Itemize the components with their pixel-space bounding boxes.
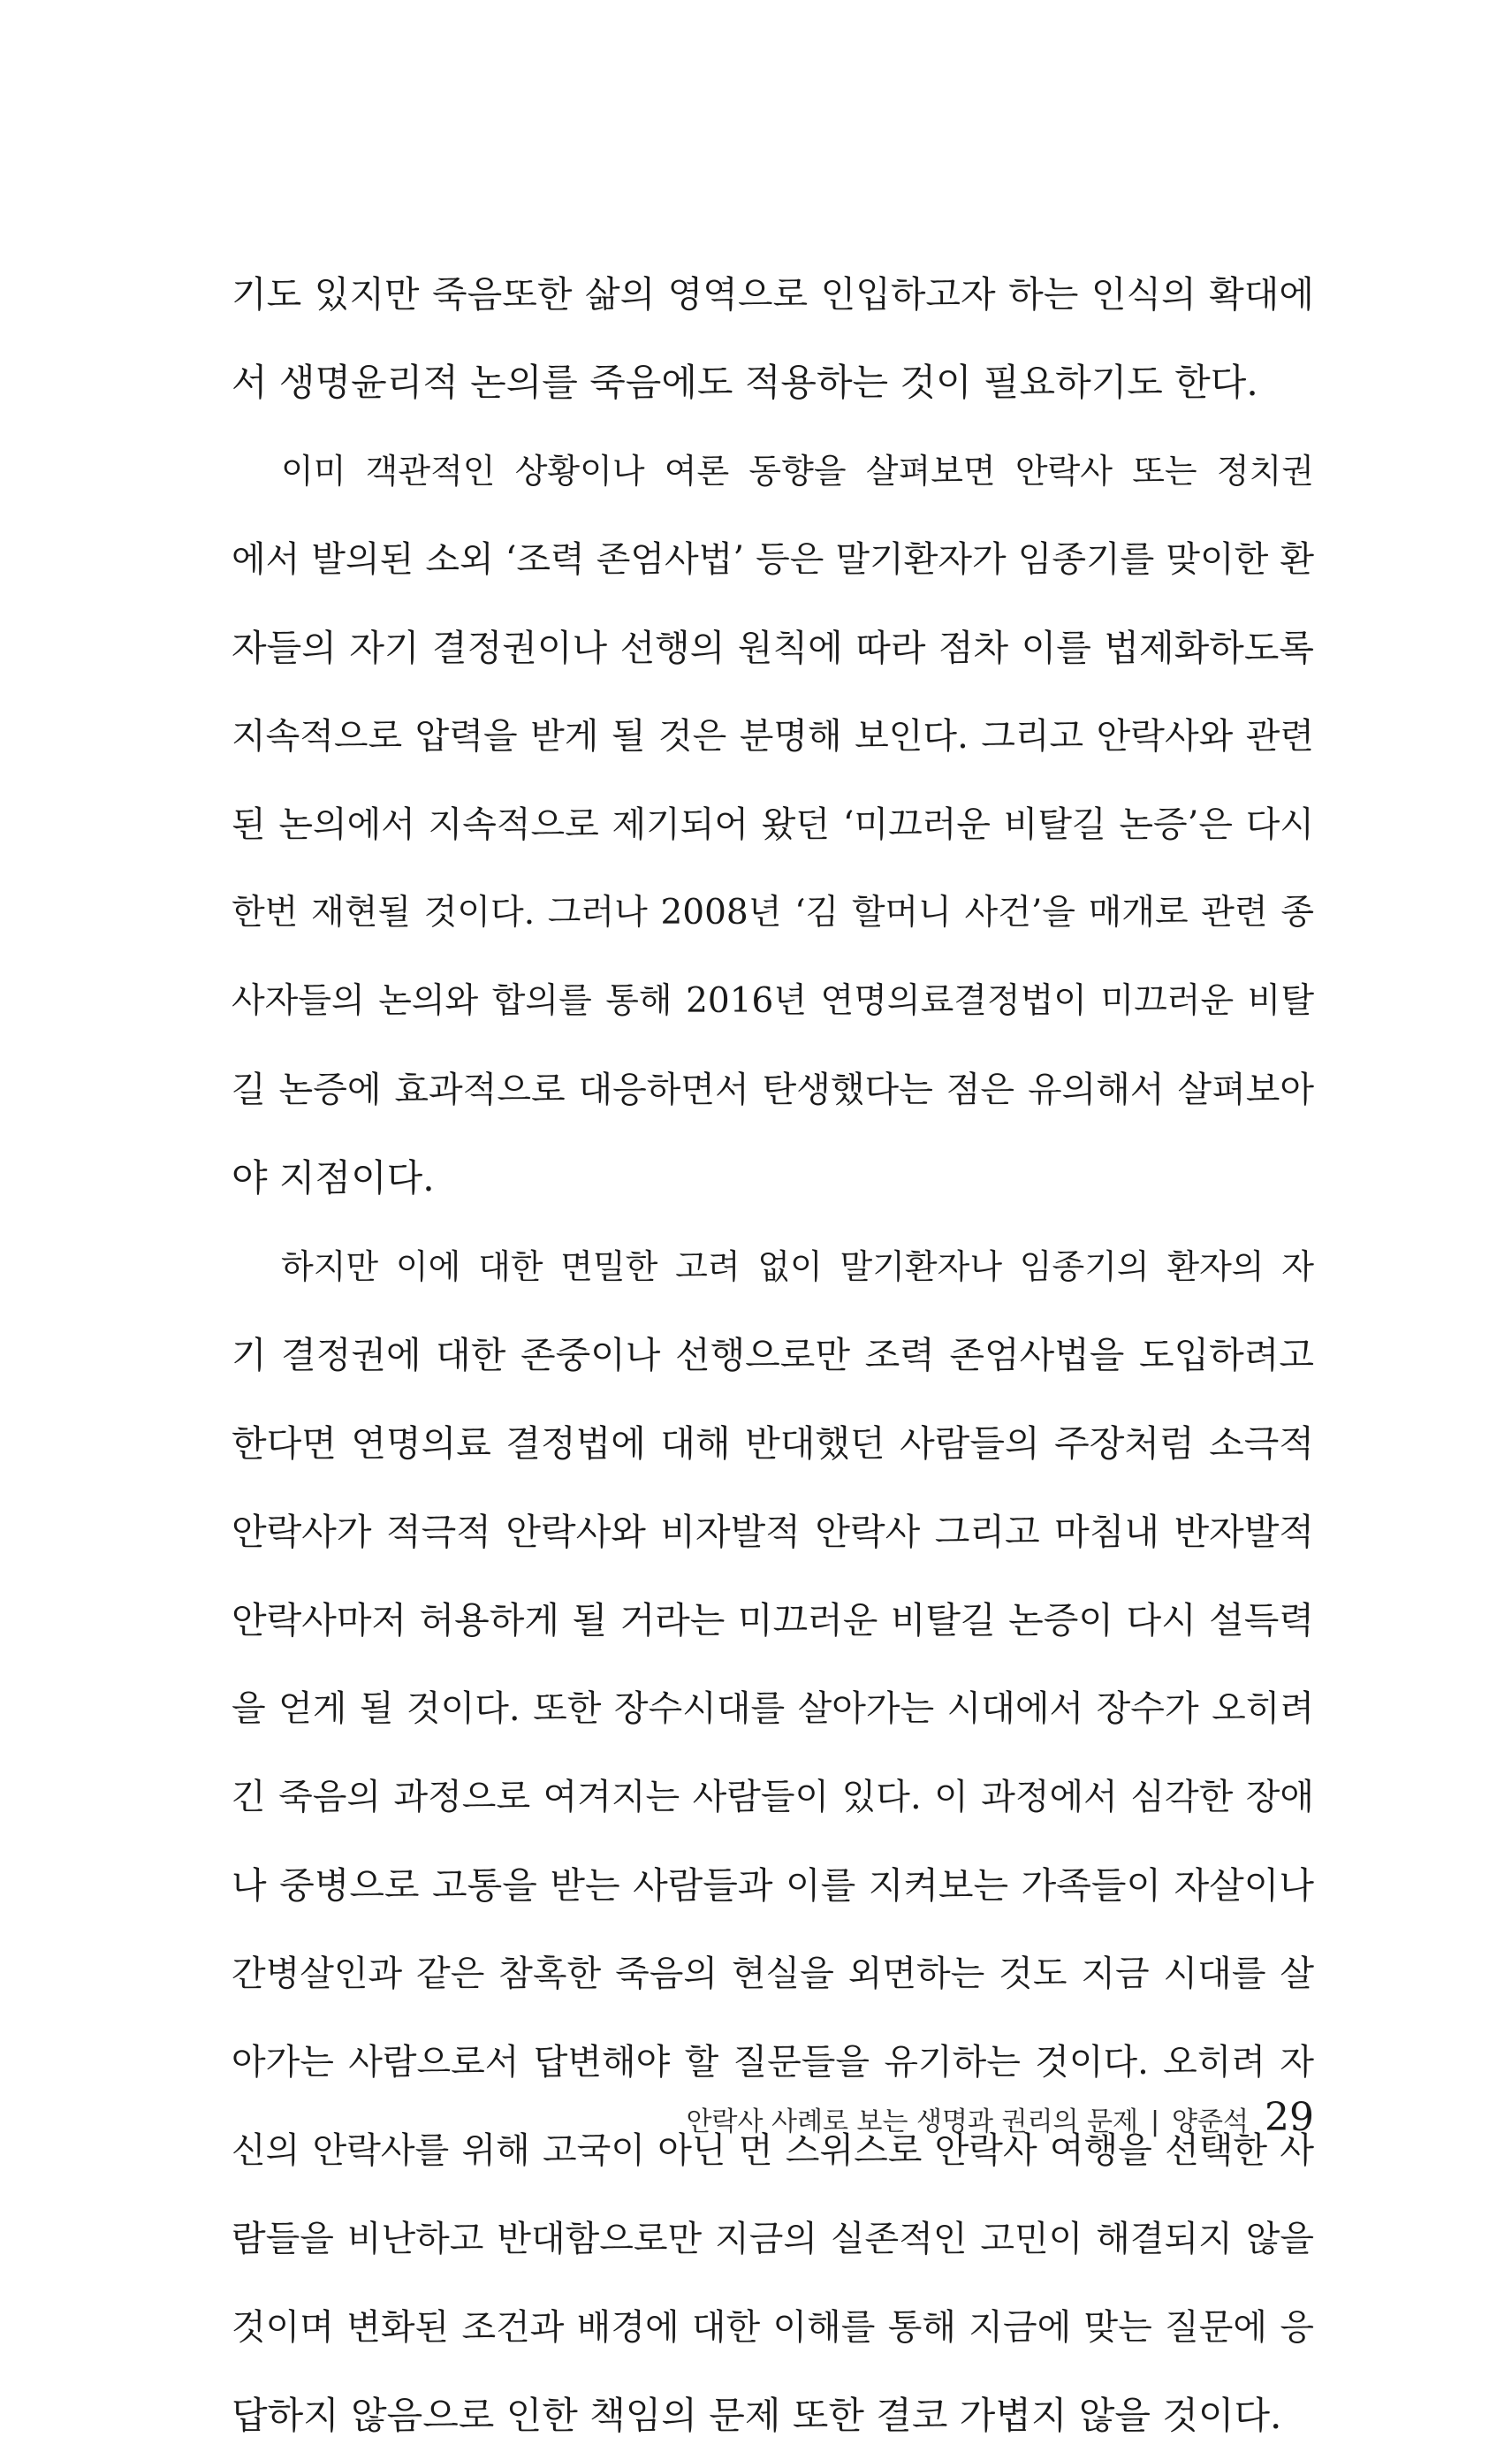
text-line: 이미 객관적인 상황이나 여론 동향을 살펴보면 안락사 또는 정치권	[281, 452, 1314, 491]
text-line: 야 지점이다.	[232, 1156, 435, 1200]
text-line: 안락사가 적극적 안락사와 비자발적 안락사 그리고 마침내 반자발적	[232, 1511, 1314, 1553]
text-line: 람들을 비난하고 반대함으로만 지금의 실존적인 고민이 해결되지 않을	[232, 2219, 1314, 2259]
text-line: 신의 안락사를 위해 고국이 아닌 먼 스위스로 안락사 여행을 선택한 사	[232, 2130, 1314, 2171]
text-line: 답하지 않음으로 인한 책임의 문제 또한 결코 가볍지 않을 것이다.	[232, 2394, 1282, 2437]
text-line: 기도 있지만 죽음또한 삶의 영역으로 인입하고자 하는 인식의 확대에	[232, 273, 1314, 316]
page-footer	[232, 2095, 1314, 2148]
text-line: 간병살인과 같은 참혹한 죽음의 현실을 외면하는 것도 지금 시대를 살	[232, 1954, 1314, 1994]
text-line: 자들의 자기 결정권이나 선행의 원칙에 따라 점차 이를 법제화하도록	[232, 627, 1314, 669]
text-line: 서 생명윤리적 논의를 죽음에도 적용하는 것이 필요하기도 한다.	[232, 361, 1258, 404]
text-line: 을 얻게 될 것이다. 또한 장수시대를 살아가는 시대에서 장수가 오히려	[232, 1688, 1314, 1729]
text-line: 것이며 변화된 조건과 배경에 대한 이해를 통해 지금에 맞는 질문에 응	[232, 2307, 1314, 2348]
text-line: 에서 발의된 소외 ‘조력 존엄사법’ 등은 말기환자가 임종기를 맞이한 환	[232, 539, 1314, 580]
text-line: 아가는 사람으로서 답변해야 할 질문들을 유기하는 것이다. 오히려 자	[232, 2042, 1314, 2083]
footer-separator: |	[1150, 2106, 1160, 2137]
page-number: 29	[1265, 2095, 1314, 2140]
text-line: 기 결정권에 대한 존중이나 선행으로만 조력 존엄사법을 도입하려고	[232, 1334, 1314, 1376]
running-title: 안락사 사례로 보는 생명과 권리의 문제	[686, 2106, 1138, 2137]
text-line: 나 중병으로 고통을 받는 사람들과 이를 지켜보는 가족들이 자살이나	[232, 1864, 1314, 1907]
text-line: 하지만 이에 대한 면밀한 고려 없이 말기환자나 임종기의 환자의 자	[281, 1247, 1314, 1286]
text-line: 사자들의 논의와 합의를 통해 2016년 연명의료결정법이 미끄러운 비탈	[232, 981, 1314, 1021]
text-line: 안락사마저 허용하게 될 거라는 미끄러운 비탈길 논증이 다시 설득력	[232, 1599, 1314, 1641]
text-line: 지속적으로 압력을 받게 될 것은 분명해 보인다. 그리고 안락사와 관련	[232, 716, 1314, 757]
author-name: 양준석	[1172, 2106, 1249, 2137]
text-line: 긴 죽음의 과정으로 여겨지는 사람들이 있다. 이 과정에서 심각한 장애	[232, 1777, 1314, 1817]
text-line: 길 논증에 효과적으로 대응하면서 탄생했다는 점은 유의해서 살펴보아	[232, 1070, 1314, 1110]
text-line: 된 논의에서 지속적으로 제기되어 왔던 ‘미끄러운 비탈길 논증’은 다시	[232, 804, 1314, 845]
text-line: 한다면 연명의료 결정법에 대해 반대했던 사람들의 주장처럼 소극적	[232, 1422, 1314, 1465]
text-line: 한번 재현될 것이다. 그러나 2008년 ‘김 할머니 사건’을 매개로 관련 종	[232, 893, 1314, 933]
